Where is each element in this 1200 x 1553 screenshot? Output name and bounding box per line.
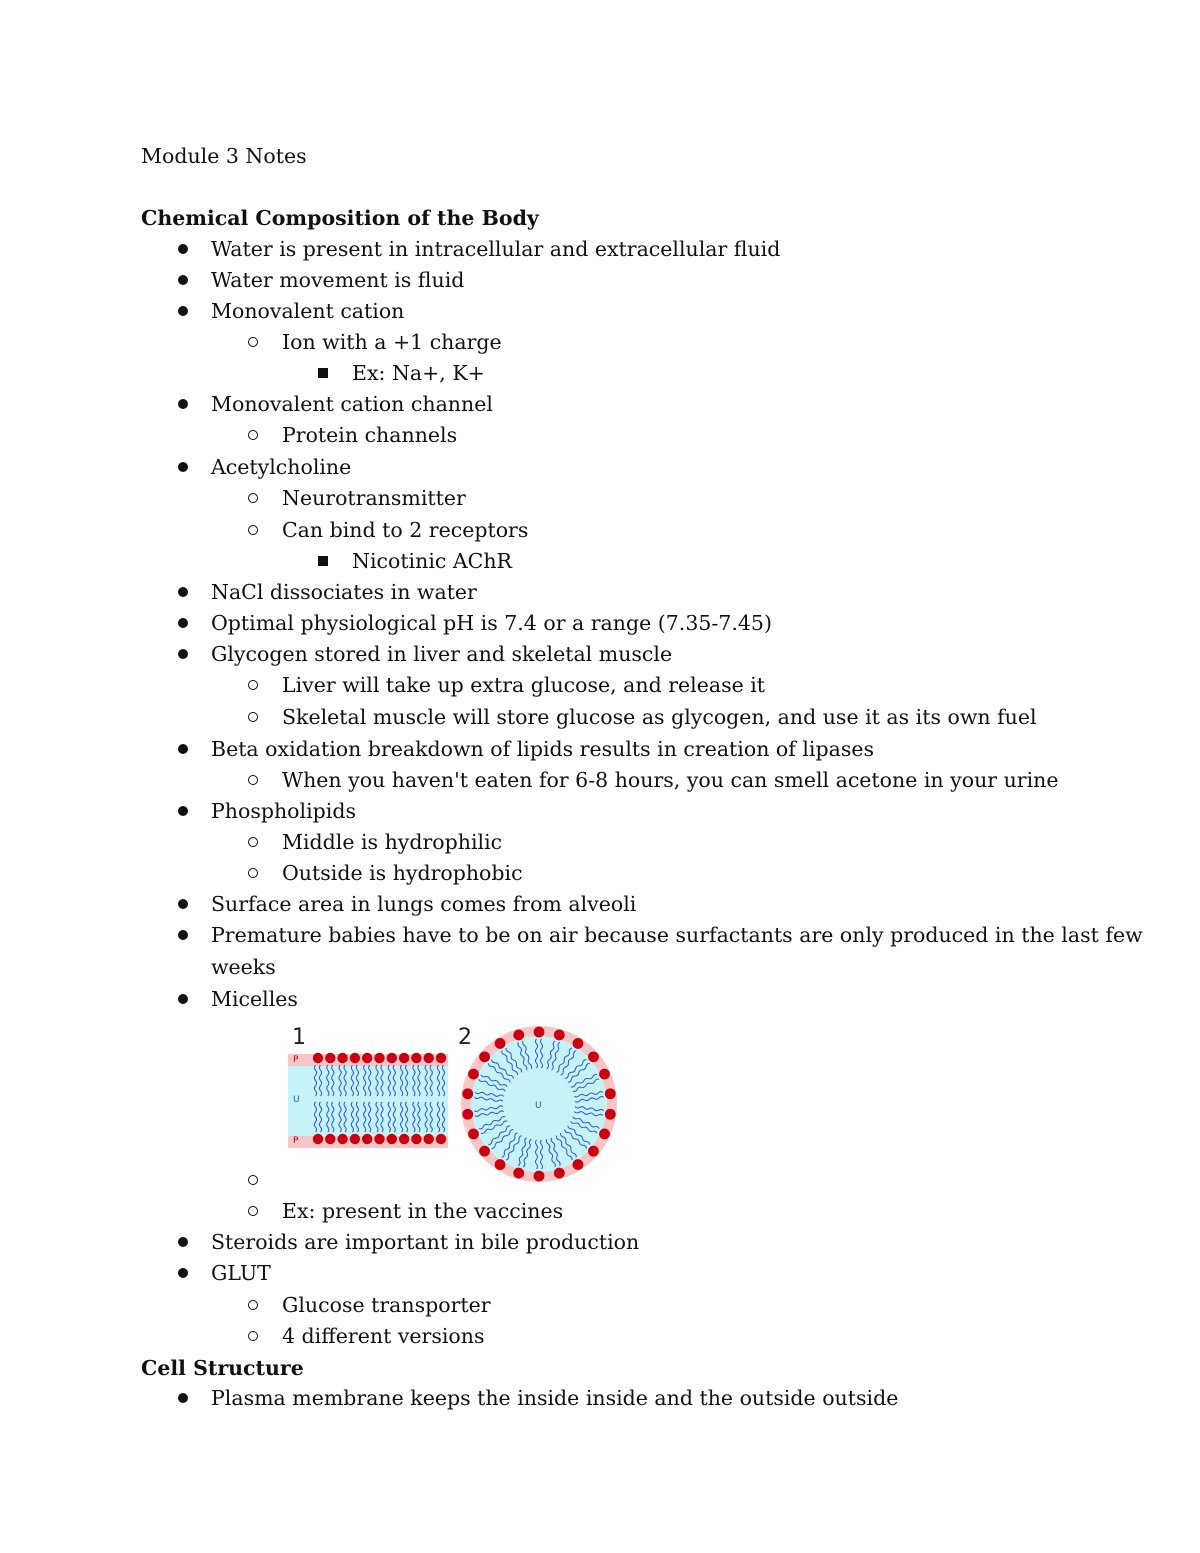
bullet-circle-icon <box>248 493 258 503</box>
list-item: Premature babies have to be on air because surfactants are only produced in the last few <box>211 923 1143 947</box>
bullet-disc-icon <box>178 306 188 316</box>
lipid-head-bottom <box>350 1134 360 1144</box>
lipid-head-bottom <box>374 1134 384 1144</box>
list-item: Monovalent cation channel <box>211 392 493 416</box>
document-title: Module 3 Notes <box>141 144 307 168</box>
lipid-head-top <box>436 1053 446 1063</box>
list-item: Ex: Na+, K+ <box>352 361 485 385</box>
micelle-lipid-head <box>599 1069 610 1080</box>
lipid-head-top <box>325 1053 335 1063</box>
lipid-head-top <box>362 1053 372 1063</box>
list-item: Nicotinic AChR <box>352 549 512 573</box>
list-item: Steroids are important in bile production <box>211 1230 640 1254</box>
bullet-disc-icon <box>178 1393 188 1403</box>
lipid-head-top <box>399 1053 409 1063</box>
bullet-circle-icon <box>248 1206 258 1216</box>
panel-1-label: 1 <box>292 1025 306 1050</box>
micelle-lipid-head <box>554 1030 565 1041</box>
bullet-disc-icon <box>178 399 188 409</box>
micelle-lipid-head <box>605 1088 616 1099</box>
list-item: Monovalent cation <box>211 299 405 323</box>
lipid-head-bottom <box>362 1134 372 1144</box>
bullet-disc-icon <box>178 649 188 659</box>
lipid-head-bottom <box>387 1134 397 1144</box>
bullet-circle-icon <box>248 525 258 535</box>
panel-2-label: 2 <box>458 1025 472 1050</box>
micelle-lipid-head <box>479 1051 490 1062</box>
bullet-disc-icon <box>178 618 188 628</box>
micelle-lipid-head <box>534 1171 545 1182</box>
list-item: Skeletal muscle will store glucose as glycogen, and use it as its own fuel <box>282 705 1037 729</box>
list-item: Micelles <box>211 987 298 1011</box>
lipid-head-bottom <box>399 1134 409 1144</box>
bullet-disc-icon <box>178 244 188 254</box>
micelle-lipid-head <box>513 1030 524 1041</box>
list-item: When you haven't eaten for 6-8 hours, you can smell acetone in your urine <box>282 768 1059 792</box>
list-item: Acetylcholine <box>211 455 352 479</box>
micelle-lipid-head <box>495 1159 506 1170</box>
lipid-head-bottom <box>325 1134 335 1144</box>
list-item: Water movement is fluid <box>211 268 465 292</box>
micelle-lipid-head <box>468 1069 479 1080</box>
micelle-lipid-head <box>495 1038 506 1049</box>
micelle-lipid-head <box>534 1027 545 1038</box>
section-heading-cell-structure: Cell Structure <box>141 1356 304 1380</box>
bullet-circle-icon <box>248 712 258 722</box>
bullet-circle-icon <box>248 430 258 440</box>
list-item: Outside is hydrophobic <box>282 861 523 885</box>
lipid-head-bottom <box>436 1134 446 1144</box>
micelle-lipid-head <box>479 1146 490 1157</box>
bullet-circle-icon <box>248 868 258 878</box>
section-heading-chemical-composition: Chemical Composition of the Body <box>141 206 539 230</box>
list-item: GLUT <box>211 1261 271 1285</box>
bullet-square-icon <box>318 556 328 566</box>
bullet-disc-icon <box>178 1237 188 1247</box>
bilayer-tail-region <box>288 1066 448 1136</box>
list-item: Phospholipids <box>211 799 356 823</box>
bullet-circle-icon <box>248 1175 258 1185</box>
micelle-tail-label: U <box>535 1101 542 1111</box>
micelle-diagram <box>461 1026 617 1182</box>
bullet-disc-icon <box>178 744 188 754</box>
micelle-lipid-head <box>513 1168 524 1179</box>
micelle-bilayer-figure <box>282 1018 627 1188</box>
lipid-head-bottom <box>313 1134 323 1144</box>
micelle-lipid-head <box>462 1088 473 1099</box>
bullet-circle-icon <box>248 1300 258 1310</box>
micelle-lipid-head <box>573 1038 584 1049</box>
bullet-disc-icon <box>178 1268 188 1278</box>
bullet-disc-icon <box>178 899 188 909</box>
list-item: Middle is hydrophilic <box>282 830 503 854</box>
list-item: weeks <box>211 955 276 979</box>
bullet-circle-icon <box>248 680 258 690</box>
head-label: P <box>293 1136 299 1146</box>
micelle-lipid-head <box>573 1159 584 1170</box>
tail-label: U <box>293 1095 300 1105</box>
list-item: Ion with a +1 charge <box>282 330 502 354</box>
list-item: 4 different versions <box>282 1324 485 1348</box>
list-item: Optimal physiological pH is 7.4 or a range (7.35-7.45) <box>211 611 772 635</box>
list-item: Neurotransmitter <box>282 486 466 510</box>
lipid-head-bottom <box>424 1134 434 1144</box>
bullet-circle-icon <box>248 775 258 785</box>
micelle-lipid-head <box>468 1129 479 1140</box>
bullet-disc-icon <box>178 930 188 940</box>
lipid-head-bottom <box>337 1134 347 1144</box>
lipid-head-top <box>350 1053 360 1063</box>
micelle-lipid-head <box>605 1109 616 1120</box>
micelle-lipid-head <box>554 1168 565 1179</box>
bullet-disc-icon <box>178 275 188 285</box>
lipid-head-top <box>374 1053 384 1063</box>
lipid-bilayer-diagram <box>288 1053 448 1148</box>
bullet-disc-icon <box>178 994 188 1004</box>
bullet-disc-icon <box>178 587 188 597</box>
list-item: Ex: present in the vaccines <box>282 1199 564 1223</box>
bullet-square-icon <box>318 368 328 378</box>
micelle-lipid-head <box>588 1051 599 1062</box>
list-item: Surface area in lungs comes from alveoli <box>211 892 637 916</box>
bullet-disc-icon <box>178 462 188 472</box>
list-item: Glucose transporter <box>282 1293 491 1317</box>
bullet-circle-icon <box>248 337 258 347</box>
micelle-lipid-head <box>462 1109 473 1120</box>
bullet-disc-icon <box>178 806 188 816</box>
list-item: NaCl dissociates in water <box>211 580 477 604</box>
lipid-head-top <box>411 1053 421 1063</box>
list-item: Protein channels <box>282 423 458 447</box>
list-item: Glycogen stored in liver and skeletal muscle <box>211 642 673 666</box>
list-item: Can bind to 2 receptors <box>282 518 529 542</box>
list-item: Plasma membrane keeps the inside inside and the outside outside <box>211 1386 899 1410</box>
lipid-head-top <box>337 1053 347 1063</box>
lipid-head-top <box>313 1053 323 1063</box>
lipid-head-top <box>424 1053 434 1063</box>
lipid-head-top <box>387 1053 397 1063</box>
micelle-lipid-head <box>599 1129 610 1140</box>
lipid-head-bottom <box>411 1134 421 1144</box>
bullet-circle-icon <box>248 1331 258 1341</box>
bullet-circle-icon <box>248 837 258 847</box>
list-item: Liver will take up extra glucose, and release it <box>282 673 766 697</box>
list-item: Water is present in intracellular and extracellular fluid <box>211 237 781 261</box>
micelle-lipid-head <box>588 1146 599 1157</box>
list-item: Beta oxidation breakdown of lipids results in creation of lipases <box>211 737 874 761</box>
head-label: P <box>293 1055 299 1065</box>
